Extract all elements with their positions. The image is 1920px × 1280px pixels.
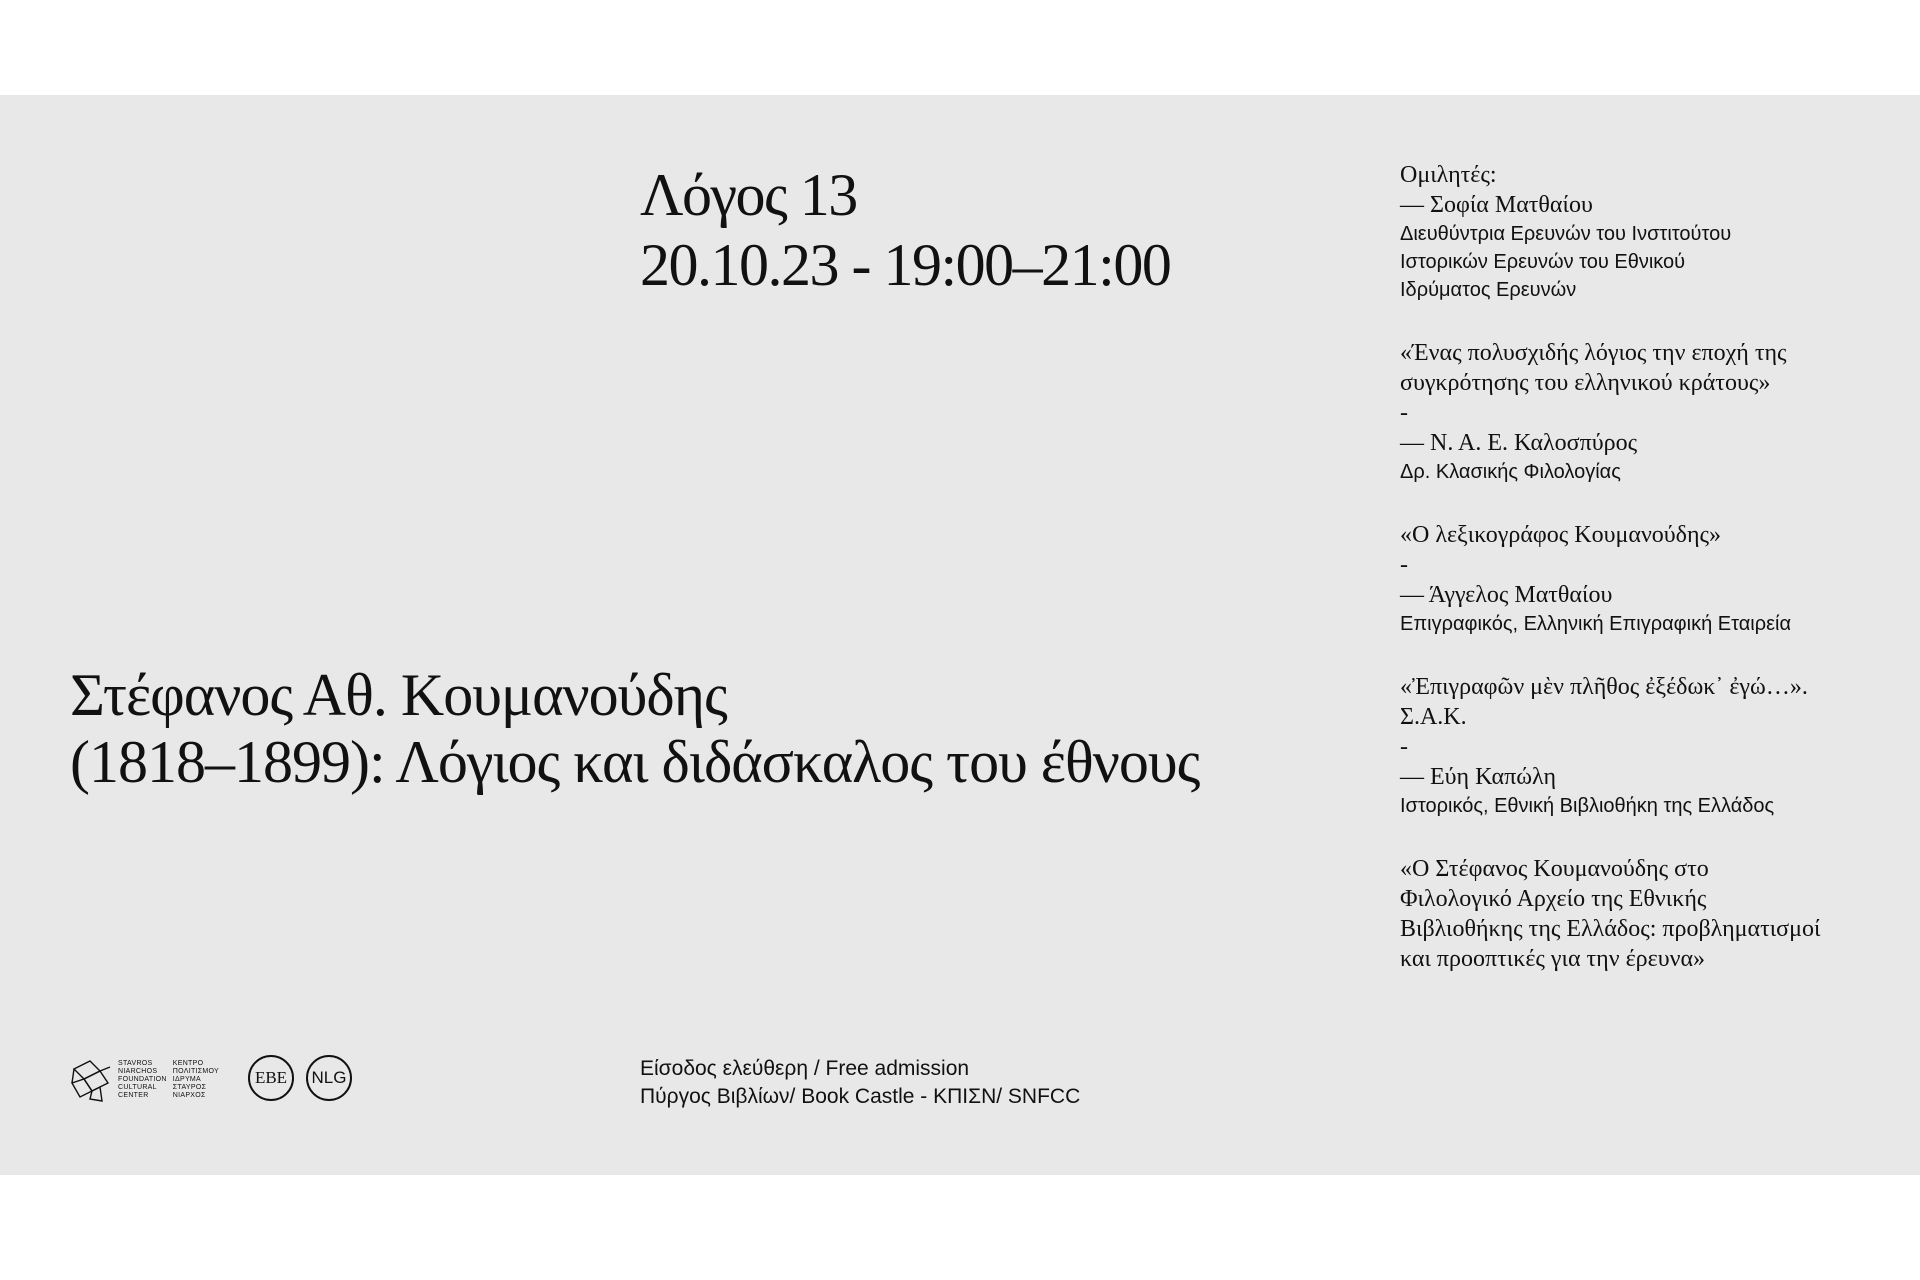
- event-poster: [0, 95, 1920, 1175]
- spacer: [1400, 820, 1880, 854]
- talk-title: «Ἐπιγραφῶν μὲν πλῆθος ἐξέδωκ᾽ ἐγώ…».: [1400, 674, 1808, 700]
- ebe-logo: [248, 1055, 294, 1101]
- nlg-logo: [306, 1055, 352, 1101]
- speaker-affiliation: Ιστορικών Ερευνών του Εθνικού: [1400, 251, 1686, 273]
- talk-title: Βιβλιοθήκης της Ελλάδος: προβληματισμοί: [1400, 916, 1821, 942]
- spacer: [1400, 486, 1880, 520]
- speaker-affiliation: Ιδρύματος Ερευνών: [1400, 279, 1577, 301]
- talk-title: «Ένας πολυσχιδής λόγιος την εποχή της: [1400, 340, 1787, 366]
- speaker-affiliation: Ιστορικός, Εθνική Βιβλιοθήκη της Ελλάδος: [1400, 795, 1775, 817]
- separator: -: [1400, 552, 1408, 578]
- talk-title: συγκρότησης του ελληνικού κράτους»: [1400, 370, 1771, 396]
- event-header: [640, 160, 1170, 300]
- nlg-logo-text: NLG: [311, 1068, 347, 1087]
- speaker-affiliation: Επιγραφικός, Ελληνική Επιγραφική Εταιρεία: [1400, 613, 1792, 635]
- admission-info: [640, 1055, 1080, 1111]
- separator: -: [1400, 734, 1408, 760]
- venue-line: Πύργος Βιβλίων/ Book Castle - ΚΠΙΣΝ/ SNFCC: [640, 1085, 1081, 1108]
- spacer: [1400, 304, 1880, 338]
- ebe-logo-text: EBE: [254, 1068, 288, 1087]
- snfcc-mark-icon: [70, 1057, 112, 1103]
- snfcc-text-en: STAVROS NIARCHOS FOUNDATION CULTURAL CENTER: [118, 1060, 167, 1099]
- admission-line: Είσοδος ελεύθερη / Free admission: [640, 1057, 970, 1080]
- speaker-name: — Άγγελος Ματθαίου: [1400, 582, 1613, 608]
- event-datetime: 20.10.23 - 19:00–21:00: [640, 232, 1171, 298]
- speakers-heading: Ομιλητές:: [1400, 162, 1497, 188]
- speaker-name: — Εύη Καπώλη: [1400, 764, 1556, 790]
- talk-title: Φιλολογικό Αρχείο της Εθνικής: [1400, 886, 1707, 912]
- speaker-name: — Σοφία Ματθαίου: [1400, 192, 1593, 218]
- talk-title: και προοπτικές για την έρευνα»: [1400, 946, 1706, 972]
- talk-title: «Ο Στέφανος Κουμανούδης στο: [1400, 856, 1709, 882]
- speakers-list: [1400, 160, 1880, 974]
- talk-title: Σ.Α.Κ.: [1400, 704, 1467, 730]
- talk-title: «Ο λεξικογράφος Κουμανούδης»: [1400, 522, 1722, 548]
- title-line-2: (1818–1899): Λόγιος και διδάσκαλος του έθνους: [70, 729, 1200, 795]
- event-title: [70, 662, 1199, 796]
- snfcc-text-gr: ΚΕΝΤΡΟ ΠΟΛΙΤΙΣΜΟΥ ΙΔΡΥΜΑ ΣΤΑΥΡΟΣ ΝΙΑΡΧΟΣ: [172, 1060, 220, 1099]
- speaker-affiliation: Διευθύντρια Ερευνών του Ινστιτούτου: [1400, 223, 1732, 245]
- speaker-name: — Ν. Α. Ε. Καλοσπύρος: [1400, 430, 1638, 456]
- spacer: [1400, 638, 1880, 672]
- speaker-affiliation: Δρ. Κλασικής Φιλολογίας: [1400, 461, 1621, 483]
- separator: -: [1400, 400, 1408, 426]
- event-series: Λόγος 13: [640, 162, 857, 228]
- snfcc-logo: [70, 1055, 225, 1105]
- title-line-1: Στέφανος Αθ. Κουμανούδης: [70, 662, 727, 728]
